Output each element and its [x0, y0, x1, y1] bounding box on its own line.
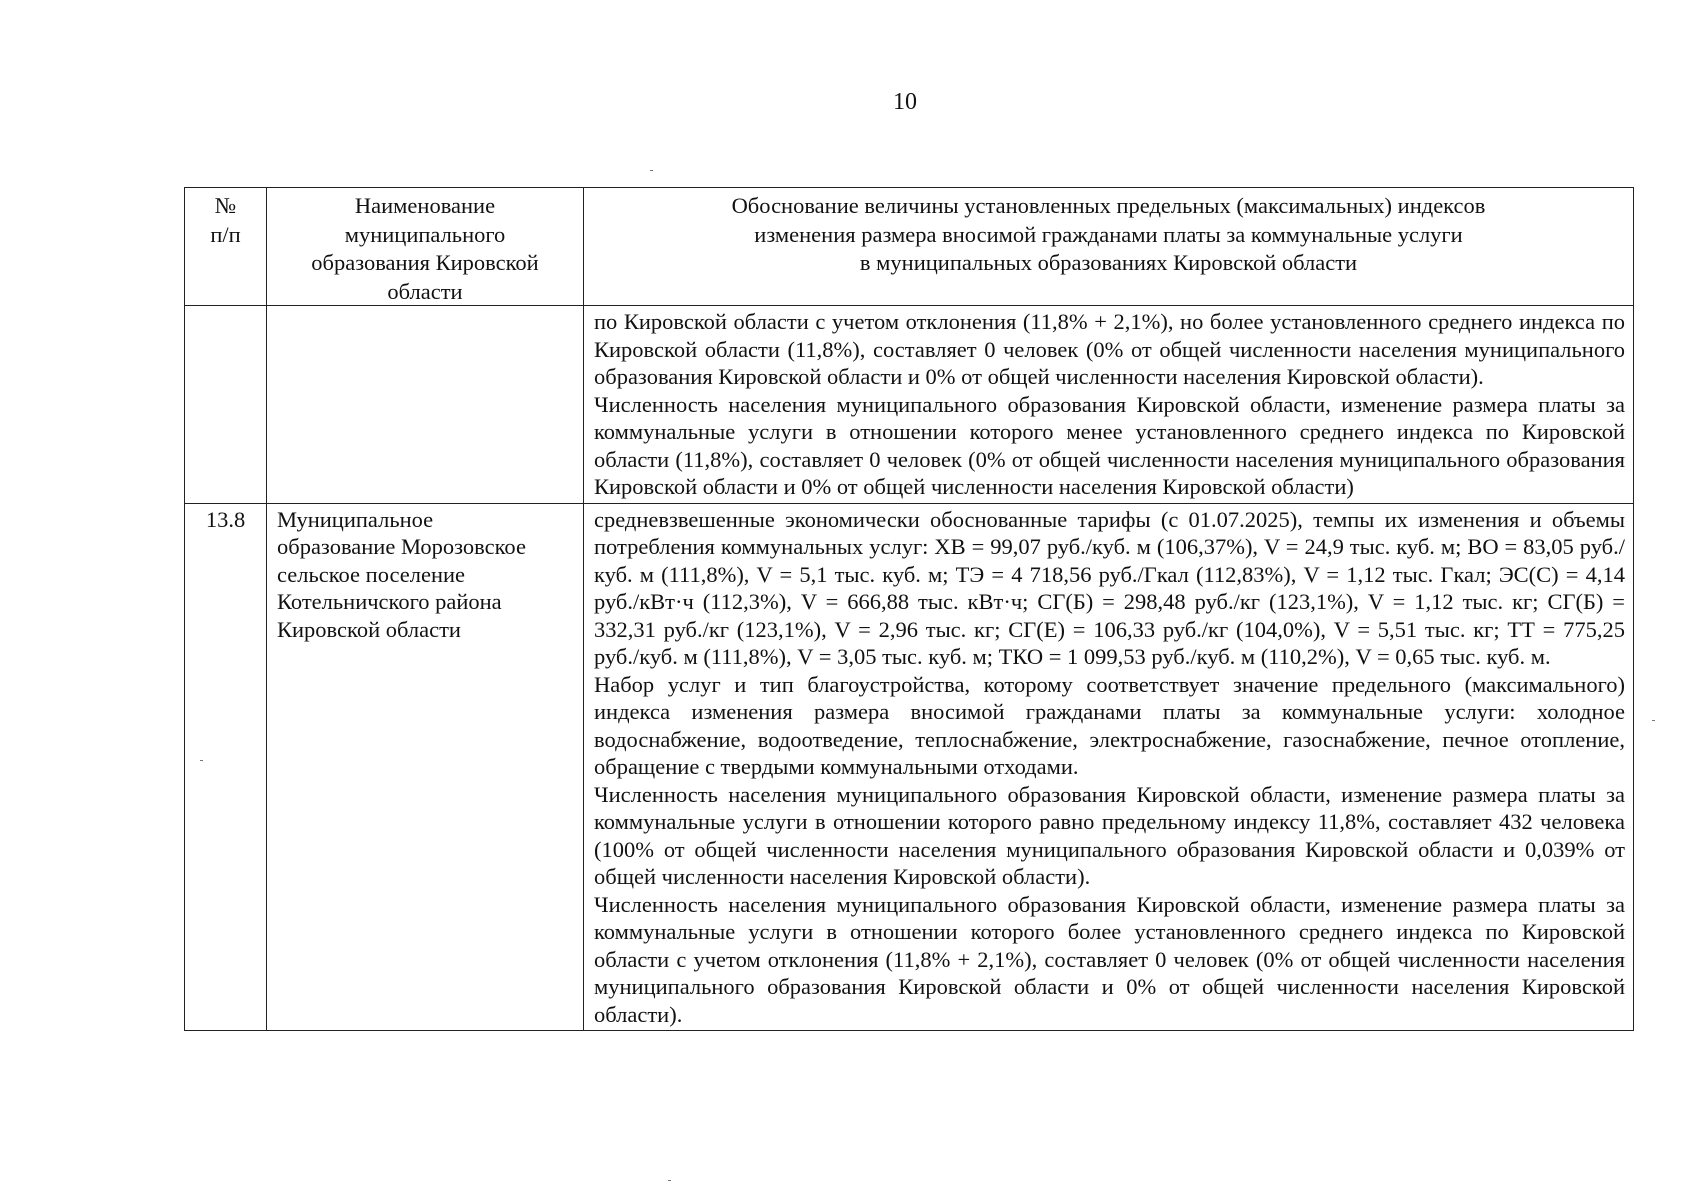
- table-header-row: [185, 188, 1634, 306]
- municipality-line: образование Морозовское: [277, 534, 526, 559]
- justification-paragraph: Набор услуг и тип благоустройства, которому соответствует значение предельного (максимального) индекса изменения размера вносимой гражданами платы за коммунальные услуги: холодное водоснабжение, водоотведение, теплоснабжение, электроснабжение, газоснабжение, печное отопление, обращение с твердыми коммунальными отходами.: [594, 671, 1625, 779]
- header-line: Наименование: [354, 193, 496, 218]
- header-number: [185, 188, 267, 306]
- row-number: [185, 306, 267, 504]
- justification-paragraph: Численность населения муниципального образования Кировской области, изменение размера платы за коммунальные услуги в отношении которого менее установленного среднего индекса по Кировской области (11,8%), составляет 0 человек (0% от общей численности населения муниципального образования Кировской области и 0% от общей численности населения Кировской области): [594, 391, 1625, 499]
- header-line: Обоснование величины установленных предельных (максимальных) индексов: [731, 193, 1486, 218]
- header-justification: [584, 188, 1634, 306]
- justification-paragraph: средневзвешенные экономически обоснованные тарифы (с 01.07.2025), темпы их изменения и объемы потребления коммунальных услуг: ХВ = 99,07 руб./куб. м (106,37%), V = 24,9 тыс. куб. м; ВО = 83,05 руб./куб. м (111,8%), V = 5,1 тыс. куб. м; ТЭ = 4 718,56 руб./Гкал (112,83%), V = 1,12 тыс. Гкал; ЭС(С) = 4,14 руб./кВт·ч (112,3%), V = 666,88 тыс. кВт·ч; СГ(Б) = 298,48 руб./кг (123,1%), V = 1,12 тыс. кг; СГ(Б) = 332,31 руб./кг (123,1%), V = 2,96 тыс. кг; СГ(Е) = 106,33 руб./кг (104,0%), V = 5,51 тыс. кг; ТТ = 775,25 руб./куб. м (111,8%), V = 3,05 тыс. куб. м; ТКО = 1 099,53 руб./куб. м (110,2%), V = 0,65 тыс. куб. м.: [594, 506, 1625, 669]
- header-municipality: [267, 188, 584, 306]
- scan-speck: [200, 760, 203, 761]
- row-justification: [584, 306, 1634, 504]
- scan-speck: [668, 1180, 671, 1181]
- justification-paragraph: Численность населения муниципального образования Кировской области, изменение размера платы за коммунальные услуги в отношении которого более установленного среднего индекса по Кировской области с учетом отклонения (11,8% + 2,1%), составляет 0 человек (0% от общей численности населения муниципального образования Кировской области и 0% от общей численности населения Кировской области).: [594, 891, 1625, 1027]
- municipality-line: Муниципальное: [277, 506, 434, 532]
- table-row: [185, 306, 1634, 504]
- scan-speck: [650, 170, 653, 171]
- row-municipality: [267, 503, 584, 1031]
- municipality-line: Кировской области: [277, 616, 461, 642]
- header-line: п/п: [210, 221, 241, 247]
- header-line: образования Кировской: [311, 250, 539, 275]
- table-row: [185, 503, 1634, 1031]
- justification-paragraph: по Кировской области с учетом отклонения (11,8% + 2,1%), но более установленного среднего индекса по Кировской области (11,8%), составляет 0 человек (0% от общей численности населения муниципального образования Кировской области и 0% от общей численности населения Кировской области).: [594, 309, 1625, 389]
- municipality-line: сельское поселение: [277, 561, 466, 587]
- justification-table: [184, 187, 1634, 1031]
- justification-paragraph: Численность населения муниципального образования Кировской области, изменение размера платы за коммунальные услуги в отношении которого равно предельному индексу 11,8%, составляет 432 человека (100% от общей численности населения муниципального образования Кировской области и 0,039% от общей численности населения Кировской области).: [594, 781, 1625, 889]
- row-number: 13.8: [185, 503, 267, 1031]
- header-line: области: [387, 278, 463, 304]
- header-line: изменения размера вносимой гражданами платы за коммунальные услуги: [754, 221, 1463, 247]
- row-justification: [584, 503, 1634, 1031]
- header-line: муниципального: [344, 221, 506, 247]
- municipality-line: Котельничского района: [277, 589, 502, 614]
- scan-speck: [1652, 720, 1655, 721]
- row-municipality: [267, 306, 584, 504]
- page-number: 10: [893, 89, 917, 115]
- header-line: №: [214, 193, 237, 218]
- header-line: в муниципальных образованиях Кировской области: [859, 250, 1358, 275]
